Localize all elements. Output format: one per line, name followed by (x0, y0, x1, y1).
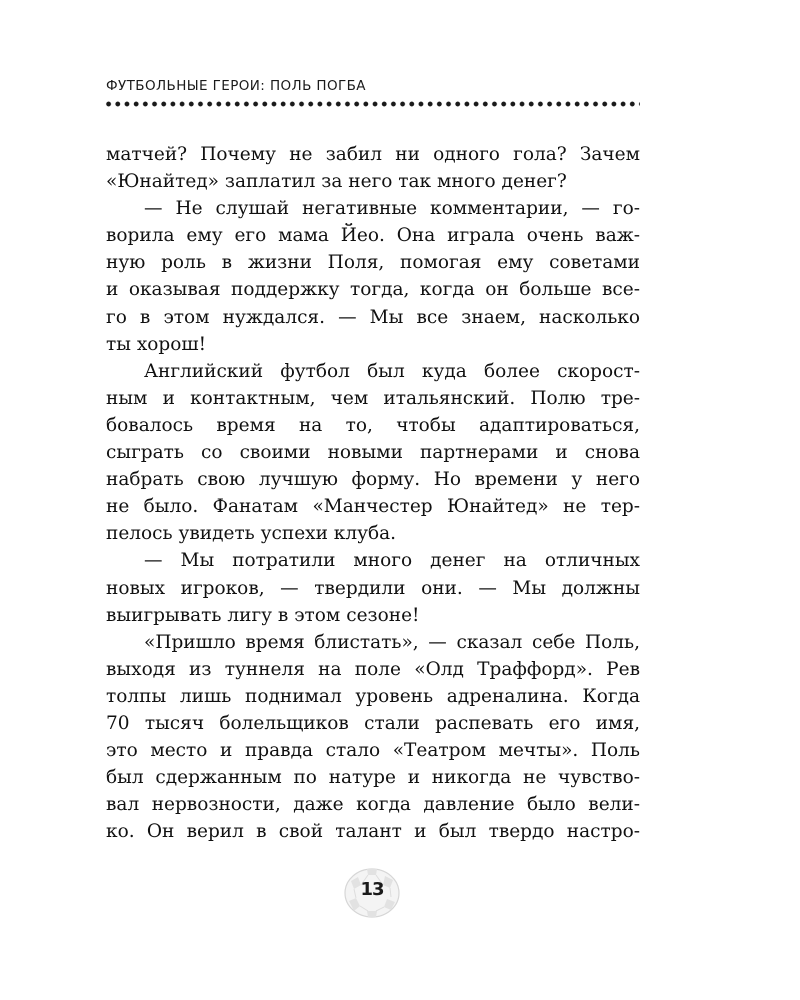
body-text (106, 141, 640, 845)
dotted-divider (104, 100, 640, 108)
text-line: «Пришло время блистать», — сказал себе Поль, (144, 631, 640, 653)
text-line: «Юнайтед» заплатил за него так много денег? (106, 171, 567, 193)
text-line: ворила ему его мама Йео. Она играла очень важ- (106, 225, 640, 247)
text-line: выходя из туннеля на поле «Олд Траффорд». Рев (106, 658, 640, 680)
text-line: это место и правда стало «Театром мечты». Поль (106, 740, 640, 762)
text-line: ко. Он верил в свой талант и был твердо настро- (106, 821, 640, 843)
text-line: не было. Фанатам «Манчестер Юнайтед» не тер- (106, 496, 640, 518)
text-line: пелось увидеть успехи клуба. (106, 523, 397, 545)
text-line: новых игроков, — твердили они. — Мы должны (106, 577, 640, 599)
text-line: матчей? Почему не забил ни одного гола? Зачем (106, 144, 640, 165)
running-header: ФУТБОЛЬНЫЕ ГЕРОИ: ПОЛЬ ПОГБА (106, 78, 366, 94)
text-line: Английский футбол был куда более скорост- (144, 360, 640, 382)
text-line: был сдержанным по натуре и никогда не чувство- (106, 767, 640, 789)
text-line: и оказывая поддержку тогда, когда он больше все- (106, 279, 640, 301)
text-line: выигрывать лигу в этом сезоне! (106, 604, 420, 626)
text-line: го в этом нуждался. — Мы все знаем, насколько (106, 306, 640, 328)
text-line: толпы лишь поднимал уровень адреналина. Когда (106, 685, 640, 707)
text-line: набрать свою лучшую форму. Но времени у него (106, 469, 640, 491)
text-line: ным и контактным, чем итальянский. Полю тре- (106, 387, 640, 409)
text-line: — Мы потратили много денег на отличных (144, 550, 640, 572)
text-line: 70 тысяч болельщиков стали распевать его имя, (106, 712, 640, 734)
text-line: ты хорош! (106, 333, 207, 355)
text-line: ную роль в жизни Поля, помогая ему советами (106, 252, 640, 274)
text-line: бовалось время на то, чтобы адаптироваться, (106, 414, 640, 436)
text-line: — Не слушай негативные комментарии, — го- (144, 198, 640, 220)
text-line: вал нервозности, даже когда давление было вели- (106, 794, 640, 816)
text-line: сыграть со своими новыми партнерами и снова (106, 442, 640, 464)
page-number-badge (343, 867, 401, 919)
page-number: 13 (360, 879, 384, 900)
